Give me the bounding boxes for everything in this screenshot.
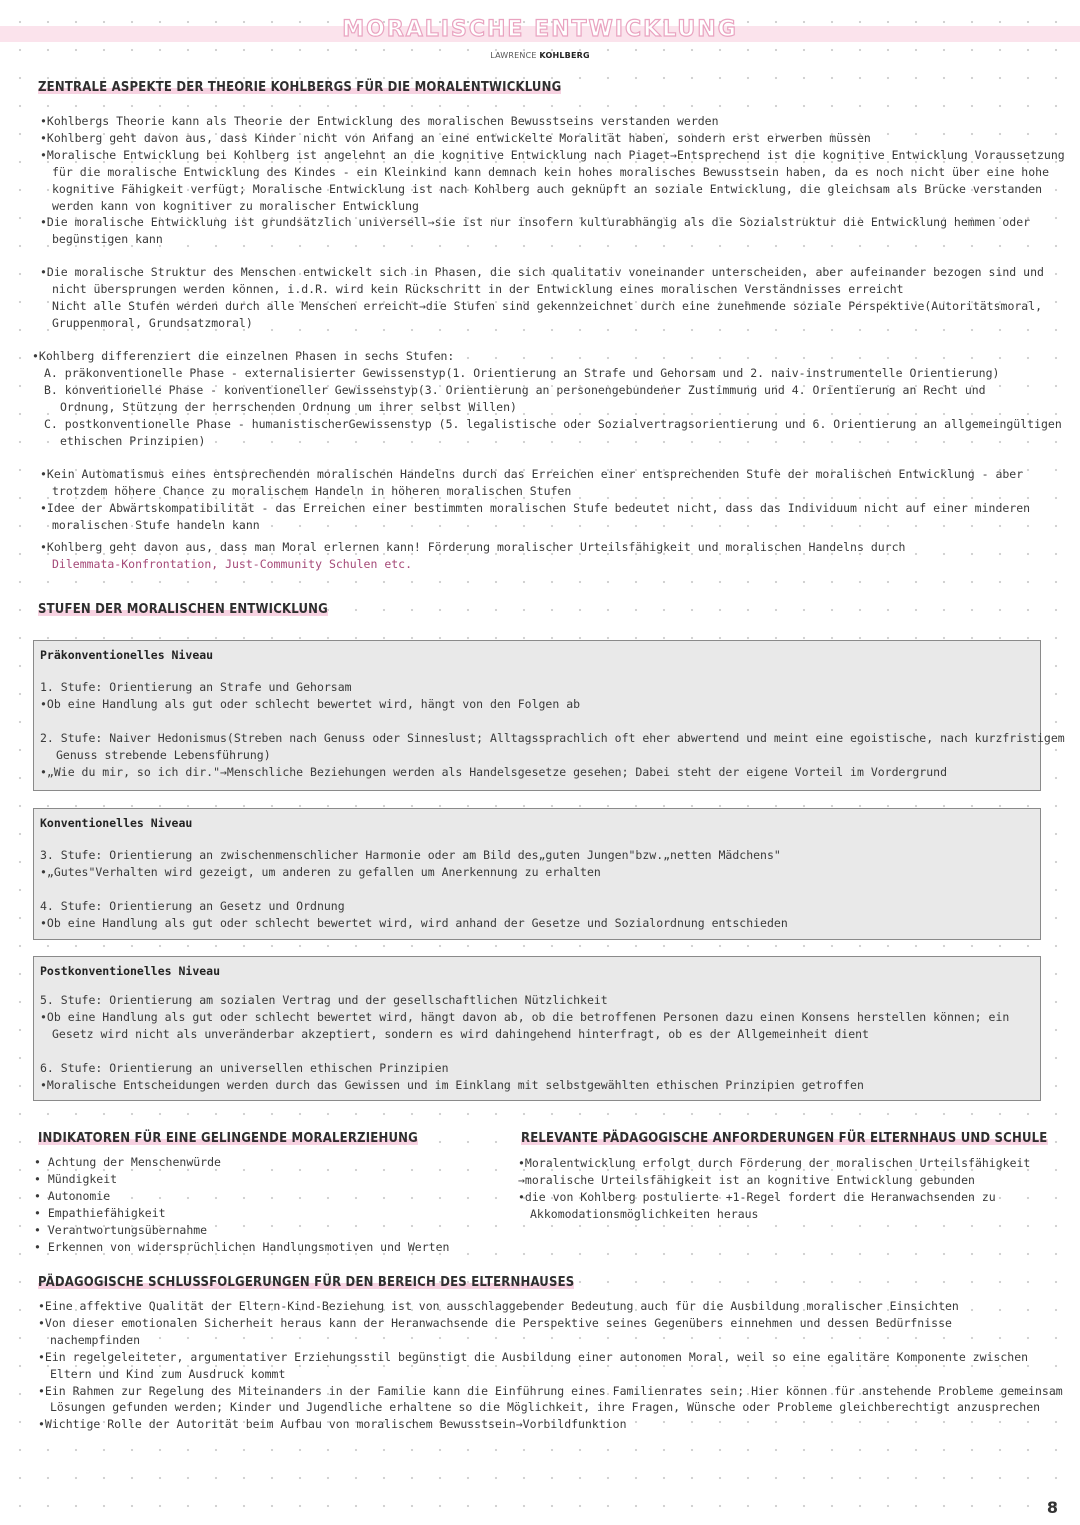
section-heading-schlussfolgerungen: PÄDAGOGISCHE SCHLUSSFOLGERUNGEN FÜR DEN BEREICH DES ELTERNHAUSES	[38, 1275, 575, 1290]
text-line: Gruppenmoral, Grundsatzmoral)	[52, 315, 253, 330]
text-line: •Die moralische Entwicklung ist grundsätzlich universell→sie ist nur insofern kulturabhängig als die Sozialstruktur die Entwicklung hemmen oder	[40, 215, 1031, 230]
text-line: C. postkonventionelle Phase - humanistischerGewissenstyp (5. legalistische oder Sozialvertragsorientierung und 6. Orientierung an allgemeingültigen	[44, 416, 1062, 431]
text-line: Akkomodationsmöglichkeiten heraus	[530, 1206, 759, 1221]
text-line: 1. Stufe: Orientierung an Strafe und Gehorsam	[40, 680, 352, 694]
section-heading-stufen: STUFEN DER MORALISCHEN ENTWICKLUNG	[38, 602, 328, 617]
learn-block	[40, 539, 1040, 573]
level-content	[40, 992, 1035, 1094]
text-line: •Kohlberg differenziert die einzelnen Phasen in sechs Stufen:	[32, 349, 455, 363]
text-line: •Kohlbergs Theorie kann als Theorie der Entwicklung des moralischen Bewusstseins verstanden werden	[40, 114, 719, 128]
text-line: A. präkonventionelle Phase - externalisierter Gewissenstyp(1. Orientierung an Strafe und Gehorsam und 2. naiv-instrumentelle Orientierung)	[44, 365, 1000, 380]
author-name: KOHLBERG	[539, 51, 590, 60]
list-item: • Verantwortungsübernahme	[34, 1222, 208, 1237]
text-line: •Ob eine Handlung als gut oder schlecht bewertet wird, hängt davon ab, ob die betroffenen Personen dazu einen Konsens herstellen können; ein	[40, 1009, 1010, 1024]
level-title: Präkonventionelles Niveau	[40, 648, 214, 662]
text-line: •Ein regelgeleiteter, argumentativer Erziehungsstil begünstigt die Ausbildung einer autonomen Moral, weil so eine egalitäre Komponente zwischen	[38, 1349, 1029, 1364]
text-line: •Ob eine Handlung als gut oder schlecht bewertet wird, hängt von den Folgen ab	[40, 696, 581, 711]
page-number: 8	[1046, 1498, 1058, 1517]
spacer	[40, 1043, 1035, 1060]
text-line: •„Wie du mir, so ich dir."→Menschliche Beziehungen werden als Handelsgesetze gesehen; Dabei steht der eigene Vorteil im Vordergrund	[40, 764, 947, 779]
text-line: 6. Stufe: Orientierung an universellen ethischen Prinzipien	[40, 1060, 449, 1075]
text-line: Eltern und Kind zum Ausdruck kommt	[50, 1366, 286, 1381]
text-line: •Kohlberg geht davon aus, dass man Moral erlernen kann! Förderung moralischer Urteilsfähigkeit und moralischen Handelns durch	[40, 540, 906, 554]
text-line: 4. Stufe: Orientierung an Gesetz und Ordnung	[40, 898, 345, 913]
text-line: •„Gutes"Verhalten wird gezeigt, um anderen zu gefallen um Anerkennung zu erhalten	[40, 864, 601, 879]
text-line: •Moralentwicklung erfolgt durch Förderung der moralischen Urteilsfähigkeit	[518, 1156, 1031, 1170]
text-line: •Ob eine Handlung als gut oder schlecht bewertet wird, wird anhand der Gesetze und Sozialordnung entschieden	[40, 915, 788, 930]
text-line: B. konventionelle Phase - konventioneller Gewissenstyp(3. Orientierung an personengebundener Zustimmung und 4. Orientierung an Recht und	[44, 382, 986, 397]
phases-block	[40, 264, 1044, 332]
text-line: Lösungen gefunden werden; Kinder und Jugendliche erhaltene so die Möglichkeit, ihre Fragen, Wünsche oder Probleme gleichberechtigt anzusprechen	[50, 1400, 1041, 1415]
text-line: 3. Stufe: Orientierung an zwischenmenschlicher Harmonie oder am Bild des„guten Jungen"bzw.„netten Mädchens"	[40, 848, 781, 862]
text-line: für die moralische Entwicklung des Kindes - ein Kleinkind kann demnach kein hohes moralisches Bewusstsein haben, da es noch nicht über eine hohe	[52, 164, 1049, 179]
list-item: • Mündigkeit	[34, 1171, 118, 1186]
spacer	[40, 713, 1035, 730]
text-line: Ordnung, Stützung der herrschenden Ordnung um ihrer selbst Willen)	[60, 399, 517, 414]
text-line: moralischen Stufe handeln kann	[52, 517, 260, 532]
text-line: •Kohlberg geht davon aus, dass Kinder nicht von Anfang an eine entwickelte Moralität haben, sondern erst erwerben müssen	[40, 130, 871, 145]
text-line: •Wichtige Rolle der Autorität beim Aufbau von moralischem Bewusstsein→Vorbildfunktion	[38, 1417, 627, 1432]
level-box-konventionell	[33, 808, 1041, 940]
section-heading-zentrale-aspekte: ZENTRALE ASPEKTE DER THEORIE KOHLBERGS FÜR DIE MORALENTWICKLUNG	[38, 80, 562, 95]
list-item: • Achtung der Menschenwürde	[34, 1155, 221, 1169]
text-line: Genuss strebende Lebensführung)	[56, 747, 271, 762]
requirements-block	[518, 1155, 1038, 1223]
author-prefix: LAWRENCE	[490, 51, 537, 60]
list-item: • Erkennen von widersprüchlichen Handlungsmotiven und Werten	[34, 1239, 450, 1254]
spacer	[40, 881, 1035, 898]
text-line: werden kann von kognitiver zu moralischer Entwicklung	[52, 198, 419, 213]
list-item: • Autonomie	[34, 1188, 111, 1203]
text-line: •Eine affektive Qualität der Eltern-Kind-Beziehung ist von ausschlaggebender Bedeutung auch für die Ausbildung moralischer Einsichten	[38, 1299, 959, 1313]
text-line: •die von Kohlberg postulierte +1-Regel fordert die Heranwachsenden zu	[518, 1189, 996, 1204]
text-line: •Moralische Entscheidungen werden durch das Gewissen und im Einklang mit selbstgewählten ethischen Prinzipien getroffen	[40, 1077, 864, 1092]
text-line: •Kein Automatismus eines entsprechenden moralischen Handelns durch das Erreichen einer entsprechenden Stufe der moralischen Entwicklung - aber	[40, 467, 1024, 481]
text-line: 5. Stufe: Orientierung am sozialen Vertrag und der gesellschaftlichen Nützlichkeit	[40, 993, 608, 1007]
text-line: trotzdem höhere Chance zu moralischem Handeln in höheren moralischen Stufen	[52, 483, 572, 498]
text-line: →moralische Urteilsfähigkeit ist an kognitive Entwicklung gebunden	[518, 1172, 975, 1187]
text-line: Gesetz wird nicht als unveränderbar akzeptiert, sondern es wird dahingehend hinterfragt, ob es der Allgemeinheit dient	[52, 1026, 869, 1041]
text-line: kognitive Fähigkeit verfügt; Moralische Entwicklung ist nach Kohlberg auch geknüpft an soziale Entwicklung, die gleichsam als Brücke verstanden	[52, 181, 1043, 196]
stages-block	[32, 348, 1062, 449]
text-line: nachempfinden	[50, 1332, 141, 1347]
text-line: 2. Stufe: Naiver Hedonismus(Streben nach Genuss oder Sinneslust; Alltagssprachlich oft eher abwertend und meint eine egoistische, nach kurzfristigem	[40, 730, 1065, 745]
text-line: ethischen Prinzipien)	[60, 433, 206, 448]
level-content	[40, 847, 1035, 932]
text-line: •Ein Rahmen zur Regelung des Miteinanders in der Familie kann die Einführung eines Familienrates sein; Hier können für anstehende Probleme gemeinsam	[38, 1383, 1063, 1398]
author-line	[0, 48, 1080, 65]
level-title: Postkonventionelles Niveau	[40, 964, 221, 978]
page-title: MORALISCHE ENTWICKLUNG	[342, 17, 738, 42]
text-line: Nicht alle Stufen werden durch alle Menschen erreicht→die Stufen sind gekennzeichnet durch eine zunehmende soziale Perspektive(Autoritätsmoral,	[52, 298, 1043, 313]
list-item: • Empathiefähigkeit	[34, 1205, 166, 1220]
text-line: begünstigen kann	[52, 232, 163, 247]
indicators-list	[34, 1154, 504, 1255]
aspects-block	[40, 113, 1065, 248]
level-box-praekonventionell	[33, 640, 1065, 791]
level-title: Konventionelles Niveau	[40, 816, 193, 830]
section-heading-indikatoren: INDIKATOREN FÜR EINE GELINGENDE MORALERZIEHUNG	[38, 1131, 418, 1146]
level-box-postkonventionell	[33, 956, 1041, 1101]
section-heading-anforderungen: RELEVANTE PÄDAGOGISCHE ANFORDERUNGEN FÜR ELTERNHAUS UND SCHULE	[521, 1131, 1048, 1146]
action-block	[40, 466, 1040, 534]
text-line: Dilemmata-Konfrontation, Just-Community Schulen etc.	[52, 556, 413, 571]
text-line: •Moralische Entwicklung bei Kohlberg ist angelehnt an die kognitive Entwicklung nach Piaget→Entsprechend ist die kognitive Entwicklung Voraussetzung	[40, 147, 1065, 162]
text-line: •Von dieser emotionalen Sicherheit heraus kann der Heranwachsende die Perspektive seines Gegenübers einnehmen und dessen Bedürfnisse	[38, 1315, 952, 1330]
level-content	[40, 679, 1065, 781]
conclusions-block	[38, 1298, 1063, 1433]
text-line: nicht übersprungen werden können, i.d.R. wird kein Rückschritt in der Entwicklung eines moralischen Verständnisses erreicht	[52, 281, 904, 296]
text-line: •Die moralische Struktur des Menschen entwickelt sich in Phasen, die sich qualitativ voneinander unterscheiden, aber aufeinander bezogen sind und	[40, 265, 1044, 279]
text-line: •Idee der Abwärtskompatibilität - das Erreichen einer bestimmten moralischen Stufe bedeutet nicht, dass das Individuum nicht auf einer minderen	[40, 500, 1031, 515]
